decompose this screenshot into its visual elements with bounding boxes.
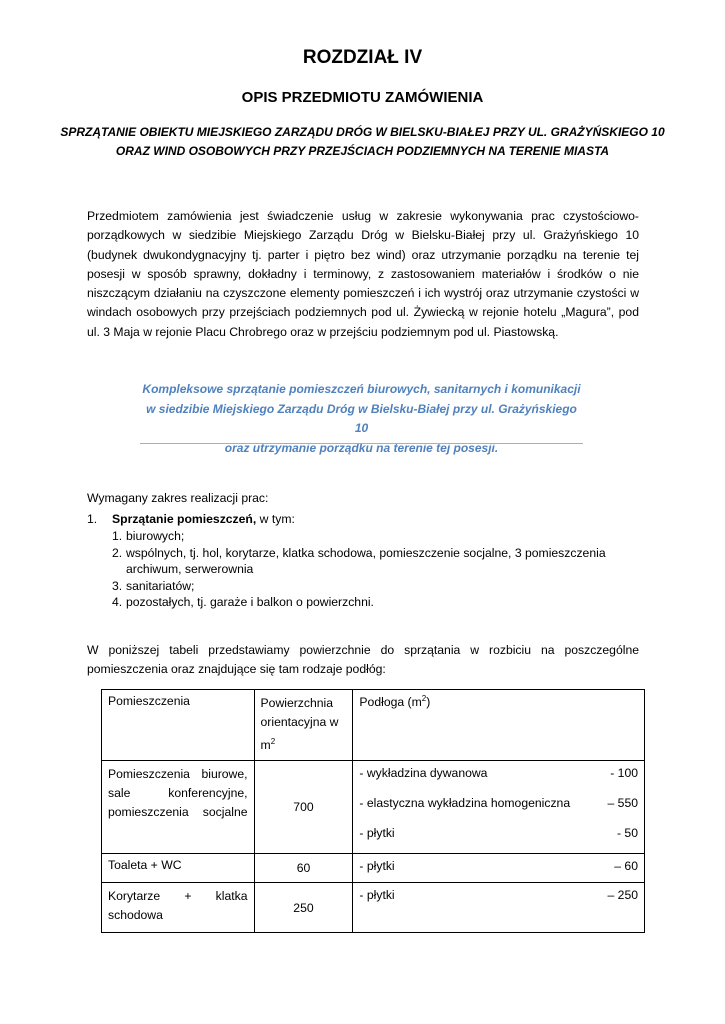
cell-area: 60 (254, 854, 353, 883)
floor-line (359, 765, 638, 782)
list-item-text: pozostałych, tj. garaże i balkon o powierzchni. (126, 595, 374, 609)
list-item-number: 1. (112, 529, 123, 543)
header-area (254, 690, 353, 761)
list-item (112, 545, 642, 578)
table-intro: W poniższej tabeli przedstawiamy powierzchnie do sprzątania w rozbiciu na poszczególne pomieszczenia oraz znajdujące się tam rodzaje podłóg: (87, 643, 639, 677)
floor-value: - 100 (610, 766, 638, 780)
floor-type: - wykładzina dywanowa (359, 766, 488, 780)
callout-line-3: oraz utrzymanie porządku na terenie tej posesji. (224, 440, 499, 455)
cell-rooms: Korytarze + klatka schodowa (102, 883, 255, 933)
subject-line-2: ORAZ WIND OSOBOWYCH PRZY PRZEJŚCIACH PODZIEMNYCH NA TERENIE MIASTA (115, 144, 610, 158)
areas-table (101, 689, 645, 933)
header-area-text: Powierzchnia orientacyjna w m (260, 696, 339, 753)
floor-type: - elastyczna wykładzina homogeniczna (359, 796, 571, 810)
floor-value: – 250 (607, 888, 638, 902)
list-item-text: biurowych; (126, 529, 185, 543)
header-floor-text: Podłoga (m (359, 695, 422, 710)
table-row (102, 761, 645, 854)
subject-line-1: SPRZĄTANIE OBIEKTU MIEJSKIEGO ZARZĄDU DRÓG W BIELSKU-BIAŁEJ PRZY UL. GRAŻYŃSKIEGO 10 (60, 125, 665, 139)
list-item (112, 528, 642, 545)
table-header-row (102, 690, 645, 761)
header-area-sup: 2 (270, 737, 276, 746)
header-floor (353, 690, 645, 761)
floor-line (359, 887, 638, 904)
floor-type: - płytki (359, 826, 395, 840)
chapter-title: ROZDZIAŁ IV (302, 47, 423, 68)
scope-sublist (112, 528, 642, 611)
callout-line-1: Kompleksowe sprzątanie pomieszczeń biurowych, sanitarnych i komunikacji (142, 382, 581, 396)
subject-heading (60, 123, 665, 161)
scope-item-1-number: 1. (87, 512, 98, 526)
floor-type: - płytki (359, 859, 395, 873)
table-row (102, 854, 645, 883)
list-item (112, 578, 642, 595)
scope-item-1 (87, 512, 295, 526)
callout-underline (140, 443, 583, 444)
header-rooms: Pomieszczenia (102, 690, 255, 761)
cell-floors (353, 854, 645, 883)
callout-box (140, 380, 583, 458)
cell-area: 250 (254, 883, 353, 933)
floor-type: - płytki (359, 888, 395, 902)
floor-value: – 60 (614, 859, 638, 873)
intro-paragraph: Przedmiotem zamówienia jest świadczenie usług w zakresie wykonywania prac czystościowo-porządkowych w siedzibie Miejskiego Zarządu Dróg w Bielsku-Białej przy ul. Grażyńskiego 10 (budynek dwukondygnacyjny tj. parter i piętro bez wind) oraz utrzymanie porządku na terenie tej posesji w sposób sprawny, dokładny i terminowy, z zastosowaniem materiałów i środków o nie niszczącym działaniu na czyszczone elementy pomieszczeń i ich wystrój oraz utrzymanie czystości w windach osobowych przy przejściach podziemnych pod ul. Żywiecką w rejonie hotelu „Magura”, pod ul. 3 Maja w rejonie Placu Chrobrego oraz w przejściu podziemnym pod ul. Piastowską. (87, 209, 639, 339)
list-item-text: sanitariatów; (126, 578, 195, 593)
section-title: OPIS PRZEDMIOTU ZAMÓWIENIA (241, 89, 484, 106)
floor-value: - 50 (616, 826, 638, 840)
list-item-number: 3. (112, 578, 123, 593)
floor-value: – 550 (607, 796, 638, 810)
scope-item-1-rest: w tym: (256, 512, 295, 526)
cell-area: 700 (254, 761, 353, 854)
cell-rooms: Pomieszczenia biurowe, sale konferencyjne, pomieszczenia socjalne (102, 761, 255, 854)
callout-line-2: w siedzibie Miejskiego Zarządu Dróg w Bielsku-Białej przy ul. Grażyńskiego 10 (146, 401, 577, 435)
list-item (112, 594, 642, 611)
cell-rooms: Toaleta + WC (102, 854, 255, 883)
list-item-number: 4. (112, 595, 123, 609)
scope-item-1-bold: Sprzątanie pomieszczeń, (112, 512, 257, 526)
cell-floors (353, 883, 645, 933)
table-row (102, 883, 645, 933)
floor-line (359, 858, 638, 875)
list-item-number: 2. (112, 545, 123, 560)
floor-line (359, 795, 638, 812)
scope-title: Wymagany zakres realizacji prac: (87, 491, 269, 505)
header-floor-sup: 2 (421, 694, 427, 703)
list-item-text: wspólnych, tj. hol, korytarze, klatka schodowa, pomieszczenie socjalne, 3 pomieszczenia archiwum, serwerownia (126, 545, 606, 576)
floor-line (359, 825, 638, 842)
cell-floors (353, 761, 645, 854)
header-floor-close: ) (426, 695, 431, 710)
